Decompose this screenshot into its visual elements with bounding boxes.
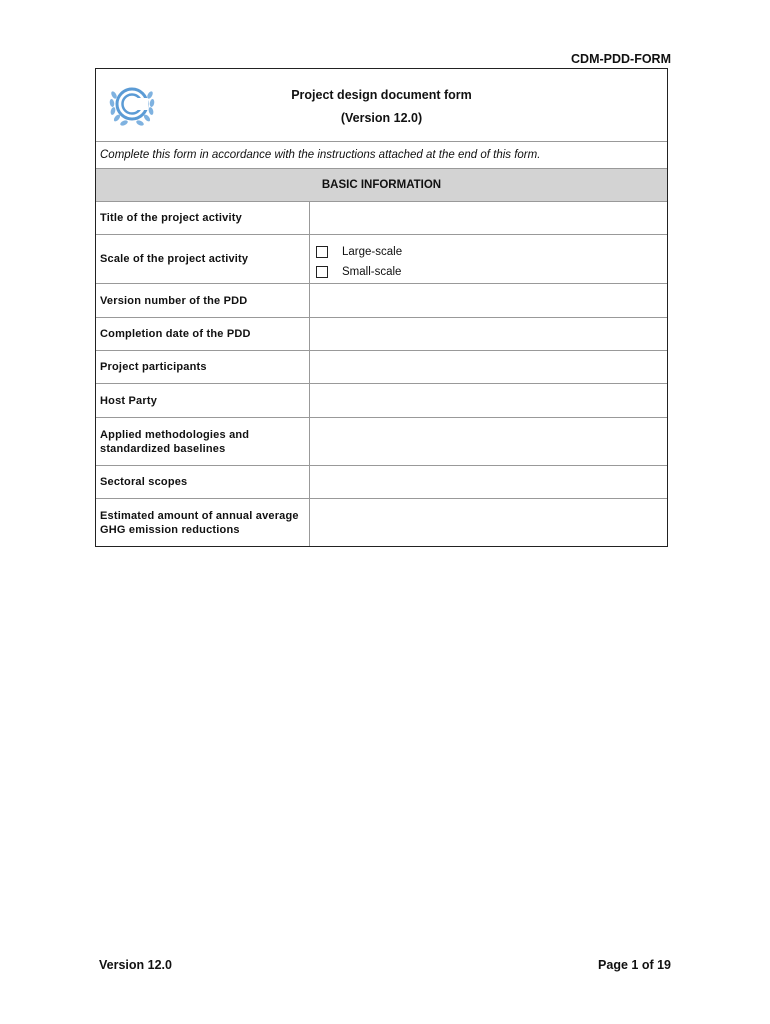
section-heading: BASIC INFORMATION xyxy=(96,169,667,202)
option-large-scale[interactable] xyxy=(316,242,667,262)
label-completion-date: Completion date of the PDD xyxy=(96,318,310,350)
field-methodologies[interactable] xyxy=(310,418,667,465)
large-scale-checkbox[interactable] xyxy=(316,246,328,258)
pdd-form xyxy=(95,68,668,547)
row-methodologies xyxy=(96,418,667,466)
field-host-party[interactable] xyxy=(310,384,667,417)
field-completion-date[interactable] xyxy=(310,318,667,350)
small-scale-label: Small-scale xyxy=(342,266,402,278)
document-title: Project design document form xyxy=(291,88,472,102)
field-emission-reductions[interactable] xyxy=(310,499,667,546)
label-host-party: Host Party xyxy=(96,384,310,417)
footer-page-number: Page 1 of 19 xyxy=(598,958,671,972)
small-scale-checkbox[interactable] xyxy=(316,266,328,278)
field-version-number[interactable] xyxy=(310,284,667,317)
label-version-number: Version number of the PDD xyxy=(96,284,310,317)
option-small-scale[interactable] xyxy=(316,262,667,282)
label-scale: Scale of the project activity xyxy=(96,235,310,283)
field-sectoral-scopes[interactable] xyxy=(310,466,667,498)
row-version-number xyxy=(96,284,667,318)
footer-version: Version 12.0 xyxy=(99,958,172,972)
label-sectoral-scopes: Sectoral scopes xyxy=(96,466,310,498)
label-emission-reductions: Estimated amount of annual average GHG emission reductions xyxy=(96,499,310,546)
label-participants: Project participants xyxy=(96,351,310,383)
form-code: CDM-PDD-FORM xyxy=(571,52,671,66)
field-scale xyxy=(310,235,667,283)
row-title xyxy=(96,202,667,235)
large-scale-label: Large-scale xyxy=(342,246,403,258)
document-version: (Version 12.0) xyxy=(340,111,423,125)
row-completion-date xyxy=(96,318,667,351)
row-host-party xyxy=(96,384,667,418)
field-title[interactable] xyxy=(310,202,667,234)
label-title: Title of the project activity xyxy=(96,202,310,234)
row-sectoral-scopes xyxy=(96,466,667,499)
instructions-text: Complete this form in accordance with the instructions attached at the end of this form. xyxy=(96,142,667,169)
row-participants xyxy=(96,351,667,384)
field-participants[interactable] xyxy=(310,351,667,383)
label-methodologies: Applied methodologies and standardized baselines xyxy=(96,418,310,465)
row-scale xyxy=(96,235,667,284)
row-emission-reductions xyxy=(96,499,667,546)
form-header xyxy=(96,69,667,142)
